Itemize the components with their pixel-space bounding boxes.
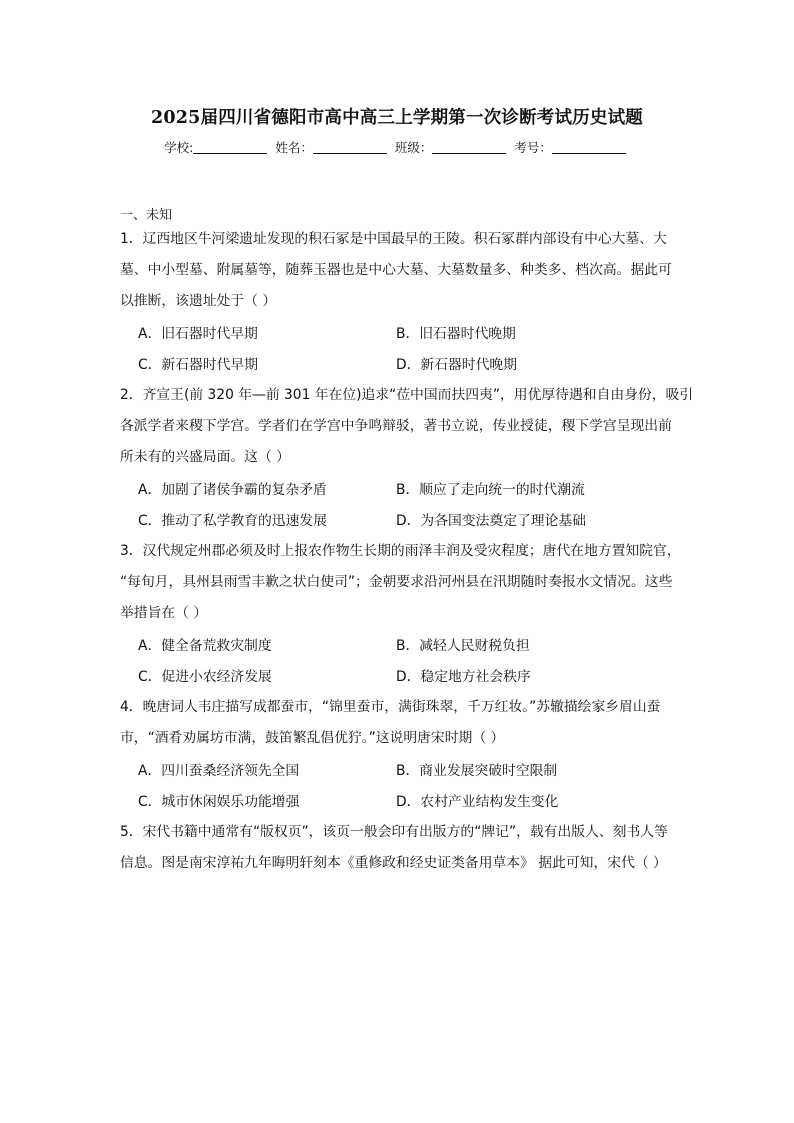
school-blank[interactable] [193,141,267,154]
option-d: D．农村产业结构发生变化 [396,794,559,810]
option-a: A．四川蚕桑经济领先全国 [138,763,300,779]
option-d: D．稳定地方社会秩序 [396,669,531,685]
question-line: 所未有的兴盛局面。这（ ） [120,449,290,465]
exam-title: 2025届四川省德阳市高中高三上学期第一次诊断考试历史试题 [150,108,643,128]
option-c: C．新石器时代早期 [138,357,259,373]
option-a: A．旧石器时代早期 [138,326,258,342]
question-2-options [138,478,678,540]
exam-number-label: 考号： [514,140,552,155]
student-info-line [0,138,794,156]
question-line: “每旬月，具州县雨雪丰歉之状白使司”；金朝要求沿河州县在汛期随时奏报水文情况。这些 [120,574,673,590]
name-blank[interactable] [313,141,387,154]
question-line: 各派学者来稷下学宫。学者们在学宫中争鸣辩驳，著书立说，传业授徒，稷下学宫呈现出前 [120,418,672,434]
question-line: 市，“酒肴劝属坊市满，鼓笛繁乱倡优狞。”这说明唐宋时期（ ） [120,730,505,746]
question-line: 举措旨在（ ） [120,605,208,621]
school-label: 学校: [164,140,194,155]
option-b: B．顺应了走向统一的时代潮流 [396,482,585,498]
option-b: B．商业发展突破时空限制 [396,763,558,779]
option-d: D．为各国变法奠定了理论基础 [396,513,586,529]
option-a: A．加剧了诸侯争霸的复杂矛盾 [138,482,327,498]
section-heading: 一、未知 [120,208,173,223]
question-line: 3．汉代规定州郡必须及时上报农作物生长期的雨泽丰润及受灾程度；唐代在地方置知院官， [120,543,681,559]
option-b: B．减轻人民财税负担 [396,638,530,654]
class-blank[interactable] [432,141,506,154]
question-4 [120,692,680,754]
question-line: 2．齐宣王(前 320 年—前 301 年在位)追求“莅中国而扶四夷”，用优厚待遇和自由身份，吸引 [120,387,694,403]
option-c: C．推动了私学教育的迅速发展 [138,513,327,529]
question-1-options [138,322,678,384]
question-3 [120,536,680,629]
question-line: 5．宋代书籍中通常有“版权页”，该页一般会印有出版方的“牌记”，载有出版人、刻书人等 [120,824,668,840]
question-line: 信息。图是南宋淳祐九年晦明轩刻本《重修政和经史证类备用草本》 据此可知，宋代（ ） [120,855,667,871]
question-line: 4．晚唐词人韦庄描写成都蚕市，“锦里蚕市，满街珠翠，千万红妆。”苏辙描绘家乡眉山蚕 [120,699,661,715]
option-a: A．健全备荒救灾制度 [138,638,272,654]
question-line: 1．辽西地区牛河梁遗址发现的积石冢是中国最早的王陵。积石冢群内部设有中心大墓、大 [120,231,667,247]
option-d: D．新石器时代晚期 [396,357,517,373]
question-1 [120,224,680,317]
question-line: 以推断，该遗址处于（ ） [120,293,277,309]
option-b: B．旧石器时代晚期 [396,326,516,342]
question-4-options [138,759,678,821]
class-label: 班级： [394,140,433,155]
option-c: C．城市休闲娱乐功能增强 [138,794,300,810]
question-line: 墓、中小型墓、附属墓等，随葬玉器也是中心大墓、大墓数量多、种类多、档次高。据此可 [120,262,672,278]
question-2 [120,380,694,473]
exam-number-blank[interactable] [552,141,626,154]
option-c: C．促进小农经济发展 [138,669,272,685]
question-3-options [138,634,678,696]
name-label: 姓名： [275,140,313,155]
question-5 [120,817,680,879]
